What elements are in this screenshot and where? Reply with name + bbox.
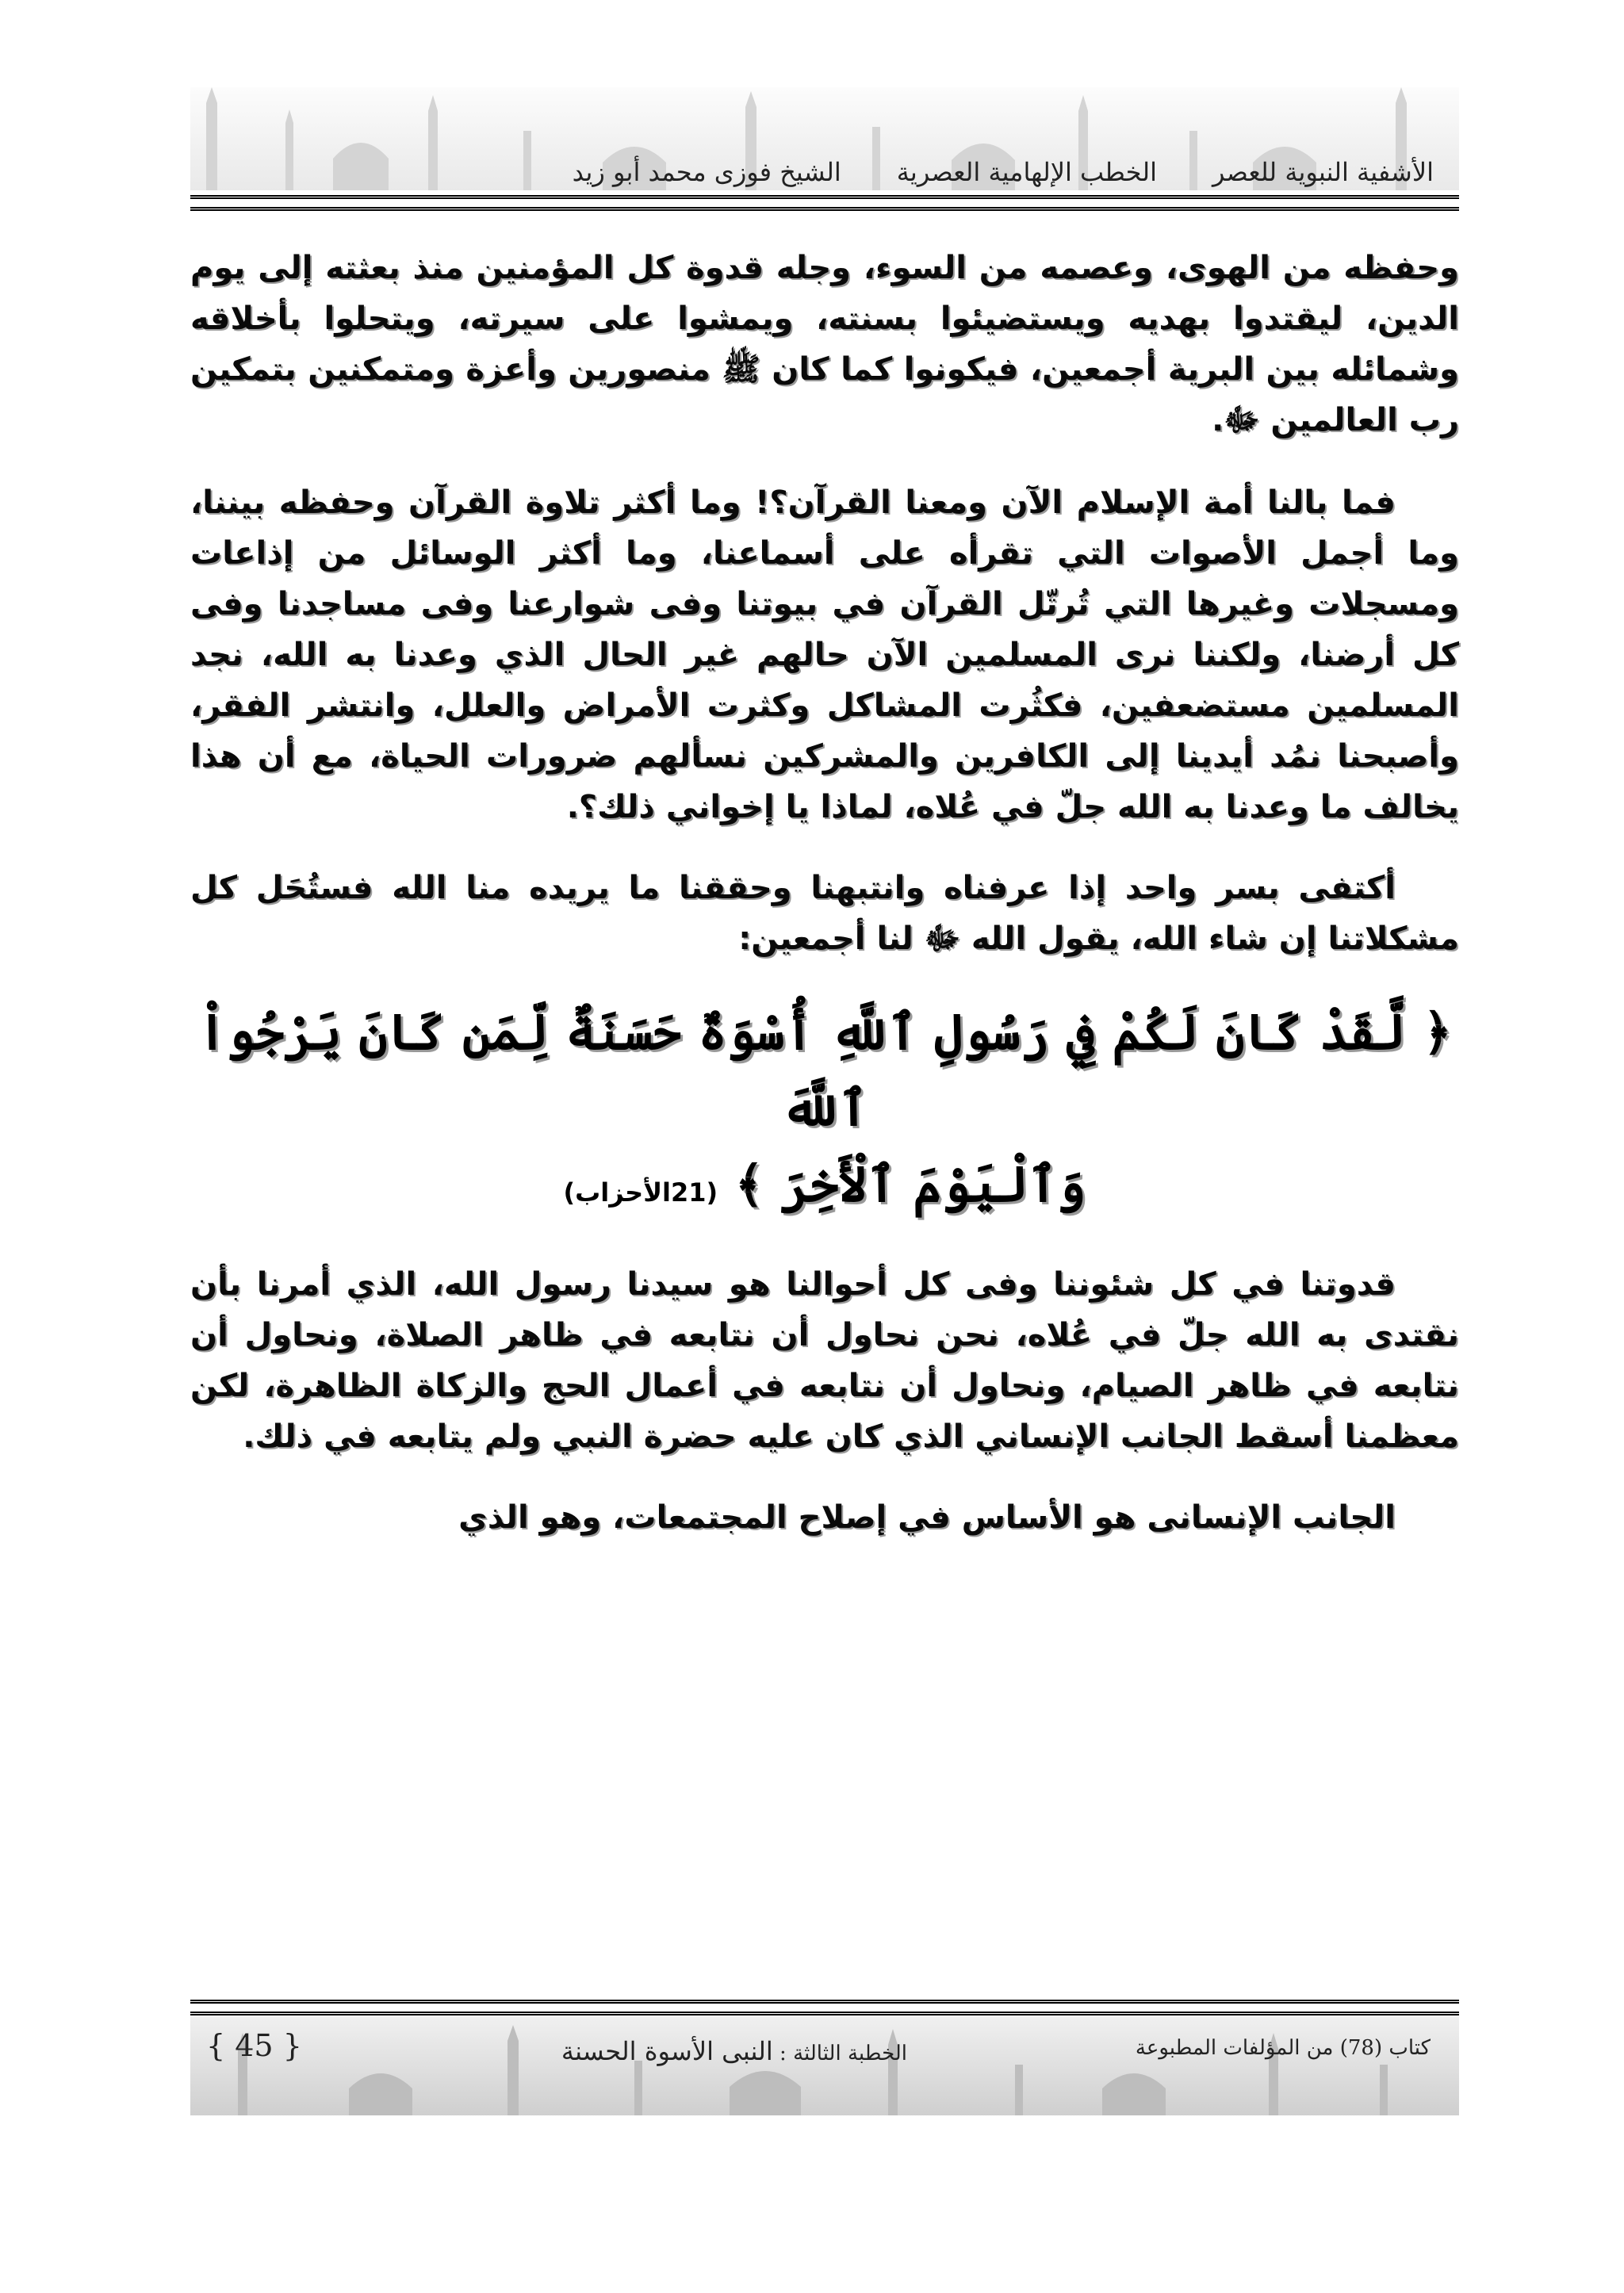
verse-line-1: ﴿ لَّقَدْ كَانَ لَكُمْ فِي رَسُولِ ٱللَّهِ أُسْوَةٌ حَسَنَةٌ لِّمَن كَانَ يَرْجُواْ ٱللَّهَ [197,1003,1452,1137]
footer-sermon [561,2036,907,2066]
verse-line-2-wrap [190,1146,1459,1231]
verse-reference: (21الأحزاب) [563,1177,718,1208]
paragraph-5: الجانب الإنسانى هو الأساس في إصلاح المجتمعات، وهو الذي [458,1499,1396,1536]
footer-sermon-prefix: الخطبة الثالثة : [779,2042,907,2065]
header-author: الشيخ فوزى محمد أبو زيد [572,157,841,187]
header-series-title: الخطب الإلهامية العصرية [896,157,1157,187]
footer-divider [190,2000,1459,2015]
verse-line-2: وَٱلْيَوْمَ ٱلْأَخِرَ ﴾ [734,1155,1086,1213]
paragraph-2: فما بالنا أمة الإسلام الآن ومعنا القرآن؟! وما أكثر تلاوة القرآن وحفظه بيننا، وما أجمل الأصوات التي تقرأه على أسماعنا، وما أكثر الوسائل من إذاعات ومسجلات وغيرها التي تُرتّل القرآن في بيوتنا وفى شوارعنا وفى مساجدنا وفى كل أرضنا، ولكننا نرى المسلمين الآن حالهم غير الحال الذي وعدنا به الله، نجد المسلمين مستضعفين، فكثُرت المشاكل وكثرت الأمراض والعلل، وانتشر الفقر، وأصبحنا نمُد أيدينا إلى الكافرين والمشركين نسألهم ضرورات الحياة، مع أن هذا يخالف ما وعدنا به الله جلّ في عُلاه، لماذا يا إخواني ذلك؟. [190,484,1459,825]
page-number: { 45 } [206,2028,302,2063]
header-book-title: الأشفية النبوية للعصر [1212,157,1434,187]
paragraph-1: وحفظه من الهوى، وعصمه من السوء، وجله قدوة كل المؤمنين منذ بعثته إلى يوم الدين، ليقتدوا بهديه ويستضيئوا بسنته، ويمشوا على سيرته، ويتحلوا بأخلاقه وشمائله بين البرية أجمعين، فيكونوا كما كان ﷺ منصورين وأعزة ومتمكنين بتمكين رب العالمين ﷻ. [190,250,1459,438]
running-header [206,149,1434,187]
page-body [190,243,1459,1573]
paragraph-4: قدوتنا في كل شئوننا وفى كل أحوالنا هو سيدنا رسول الله، الذي أمرنا بأن نقتدى به الله جلّ في عُلاه، نحن نحاول أن نتابعه في ظاهر الصلاة، ونحاول أن نتابعه في ظاهر الصيام، ونحاول أن نتابعه في أعمال الحج والزكاة الظاهرة، لكن معظمنا أسقط الجانب الإنساني الذي كان عليه حضرة النبي ولم يتابعه في ذلك. [190,1266,1459,1455]
quran-verse [190,994,1459,1231]
header-divider [190,195,1459,211]
footer-sermon-title: النبى الأسوة الحسنة [561,2036,773,2066]
running-footer [206,2027,1431,2066]
footer-book-number: كتاب (78) من المؤلفات المطبوعة [1135,2036,1431,2060]
paragraph-3: أكتفى بسر واحد إذا عرفناه وانتبهنا وحققنا ما يريده منا الله فستُحَل كل مشكلاتنا إن شاء الله، يقول الله ﷻ لنا أجمعين: [190,870,1459,957]
